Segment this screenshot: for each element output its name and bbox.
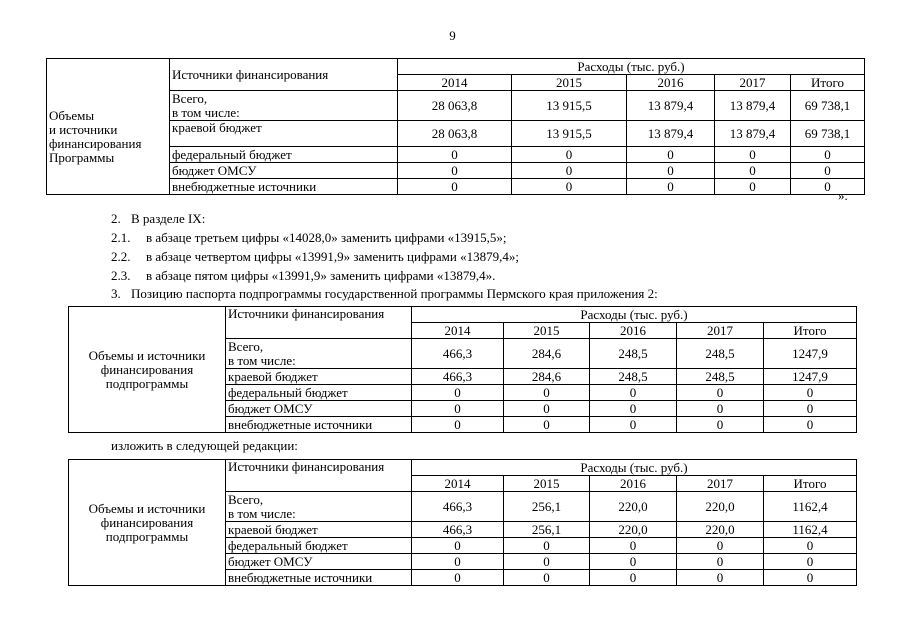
cell: 0	[504, 538, 590, 554]
year-header: 2015	[504, 476, 590, 492]
year-header: 2016	[590, 476, 677, 492]
paragraph: 2.3. в абзаце пятом цифры «13991,9» заменить цифрами «13879,4».	[111, 268, 496, 283]
row-label: Всего, в том числе:	[226, 339, 412, 369]
total-header: Итого	[764, 476, 857, 492]
table-row	[47, 179, 865, 195]
table-row	[47, 163, 865, 179]
row-label: внебюджетные источники	[170, 179, 398, 195]
row-label: внебюджетные источники	[226, 570, 412, 586]
cell: 466,3	[412, 492, 504, 522]
cell: 0	[412, 554, 504, 570]
cell: 248,5	[590, 369, 677, 385]
cell: 0	[791, 163, 865, 179]
sources-header: Источники финансирования	[226, 460, 412, 492]
page-number: 9	[449, 28, 456, 43]
cell: 466,3	[412, 339, 504, 369]
expenses-header: Расходы (тыс. руб.)	[412, 307, 857, 323]
row-label: краевой бюджет	[170, 121, 398, 147]
cell: 0	[412, 570, 504, 586]
cell: 0	[412, 401, 504, 417]
paragraph: 2. В разделе IX:	[111, 211, 206, 226]
subprogram-financing-table-new	[68, 459, 857, 586]
cell: 1162,4	[764, 492, 857, 522]
subprogram-financing-table-old	[68, 306, 857, 433]
cell: 0	[791, 147, 865, 163]
cell: 0	[412, 538, 504, 554]
left-label: Объемы и источники финансирования подпрограммы	[69, 307, 226, 433]
cell: 13 879,4	[627, 121, 715, 147]
cell: 248,5	[677, 339, 764, 369]
cell: 0	[677, 401, 764, 417]
cell: 0	[715, 163, 791, 179]
cell: 0	[398, 163, 512, 179]
cell: 1162,4	[764, 522, 857, 538]
year-header: 2017	[677, 323, 764, 339]
cell: 0	[677, 417, 764, 433]
cell: 248,5	[677, 369, 764, 385]
cell: 0	[764, 417, 857, 433]
year-header: 2014	[412, 476, 504, 492]
table-row	[47, 121, 865, 147]
cell: 256,1	[504, 492, 590, 522]
cell: 0	[398, 147, 512, 163]
cell: 69 738,1	[791, 91, 865, 121]
paragraph: 2.1. в абзаце третьем цифры «14028,0» заменить цифрами «13915,5»;	[111, 230, 507, 245]
cell: 284,6	[504, 369, 590, 385]
cell: 0	[764, 401, 857, 417]
cell: 0	[764, 570, 857, 586]
year-header: 2017	[677, 476, 764, 492]
cell: 0	[764, 385, 857, 401]
cell: 0	[677, 385, 764, 401]
year-header: 2014	[398, 75, 512, 91]
table-row	[47, 147, 865, 163]
cell: 0	[590, 570, 677, 586]
cell: 0	[590, 417, 677, 433]
row-label: краевой бюджет	[226, 522, 412, 538]
cell: 0	[764, 554, 857, 570]
year-header: 2015	[504, 323, 590, 339]
cell: 0	[791, 179, 865, 195]
total-header: Итого	[791, 75, 865, 91]
cell: 220,0	[677, 522, 764, 538]
cell: 466,3	[412, 522, 504, 538]
expenses-header: Расходы (тыс. руб.)	[412, 460, 857, 476]
cell: 248,5	[590, 339, 677, 369]
row-label: бюджет ОМСУ	[226, 401, 412, 417]
cell: 1247,9	[764, 339, 857, 369]
cell: 0	[504, 385, 590, 401]
expenses-header: Расходы (тыс. руб.)	[398, 59, 865, 75]
cell: 466,3	[412, 369, 504, 385]
cell: 0	[627, 179, 715, 195]
year-header: 2017	[715, 75, 791, 91]
cell: 0	[715, 179, 791, 195]
left-label: Объемы и источники финансирования Программы	[47, 59, 170, 195]
table-row	[47, 91, 865, 121]
cell: 28 063,8	[398, 121, 512, 147]
program-financing-table	[46, 58, 865, 195]
cell: 13 915,5	[512, 121, 627, 147]
year-header: 2014	[412, 323, 504, 339]
row-label: Всего, в том числе:	[226, 492, 412, 522]
row-label: бюджет ОМСУ	[226, 554, 412, 570]
cell: 0	[627, 147, 715, 163]
row-label: федеральный бюджет	[226, 538, 412, 554]
cell: 0	[398, 179, 512, 195]
sources-header: Источники финансирования	[226, 307, 412, 339]
cell: 0	[504, 401, 590, 417]
paragraph: 2.2. в абзаце четвертом цифры «13991,9» заменить цифрами «13879,4»;	[111, 249, 519, 264]
row-label: внебюджетные источники	[226, 417, 412, 433]
left-label: Объемы и источники финансирования подпрограммы	[69, 460, 226, 586]
cell: 0	[677, 570, 764, 586]
cell: 0	[627, 163, 715, 179]
cell: 0	[412, 385, 504, 401]
cell: 0	[590, 554, 677, 570]
cell: 0	[504, 570, 590, 586]
sources-header: Источники финансирования	[170, 59, 398, 91]
cell: 0	[412, 417, 504, 433]
cell: 0	[512, 147, 627, 163]
cell: 0	[512, 163, 627, 179]
cell: 0	[590, 401, 677, 417]
row-label: федеральный бюджет	[170, 147, 398, 163]
row-label: краевой бюджет	[226, 369, 412, 385]
row-label: федеральный бюджет	[226, 385, 412, 401]
cell: 1247,9	[764, 369, 857, 385]
cell: 28 063,8	[398, 91, 512, 121]
cell: 220,0	[677, 492, 764, 522]
cell: 0	[715, 147, 791, 163]
cell: 0	[677, 554, 764, 570]
total-header: Итого	[764, 323, 857, 339]
cell: 69 738,1	[791, 121, 865, 147]
middle-text: изложить в следующей редакции:	[111, 438, 298, 453]
row-label: бюджет ОМСУ	[170, 163, 398, 179]
cell: 0	[764, 538, 857, 554]
cell: 220,0	[590, 492, 677, 522]
year-header: 2016	[590, 323, 677, 339]
cell: 256,1	[504, 522, 590, 538]
year-header: 2015	[512, 75, 627, 91]
cell: 0	[512, 179, 627, 195]
year-header: 2016	[627, 75, 715, 91]
cell: 0	[504, 554, 590, 570]
row-label: Всего, в том числе:	[170, 91, 398, 121]
cell: 284,6	[504, 339, 590, 369]
cell: 0	[590, 538, 677, 554]
cell: 13 879,4	[627, 91, 715, 121]
cell: 220,0	[590, 522, 677, 538]
cell: 13 915,5	[512, 91, 627, 121]
cell: 0	[504, 417, 590, 433]
paragraph: 3. Позицию паспорта подпрограммы государственной программы Пермского края приложения 2:	[111, 286, 658, 301]
cell: 13 879,4	[715, 91, 791, 121]
closing-quote: ».	[838, 188, 848, 203]
cell: 0	[590, 385, 677, 401]
cell: 0	[677, 538, 764, 554]
cell: 13 879,4	[715, 121, 791, 147]
